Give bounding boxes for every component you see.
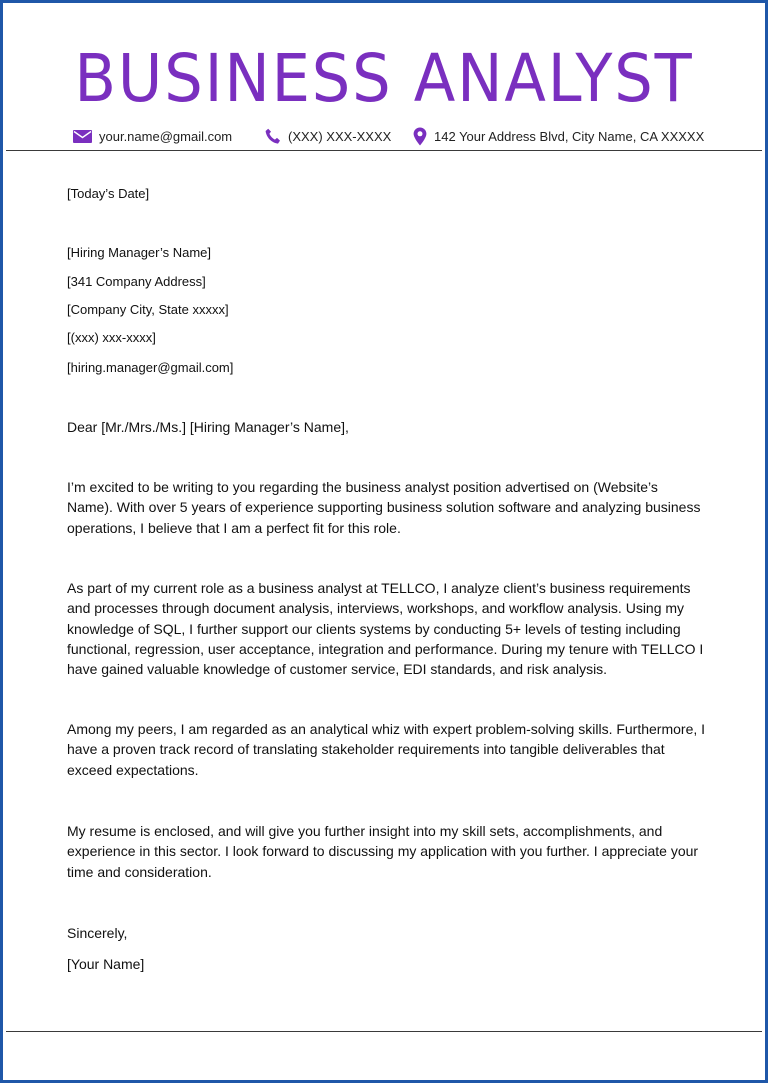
contact-email-text: your.name@gmail.com [99, 128, 233, 144]
recipient-address: [341 Company Address] [67, 274, 206, 289]
letter-date: [Today’s Date] [67, 186, 150, 201]
map-pin-icon [413, 127, 427, 146]
body-paragraph: My resume is enclosed, and will give you further insight into my skill sets, accomplishments, and experience in this sector. I look forward to discussing my application with you further. I appreciate your time and consideration. [67, 823, 699, 880]
contact-address [413, 125, 704, 147]
recipient-phone: [(xxx) xxx-xxxx] [67, 330, 156, 345]
phone-icon [265, 128, 281, 145]
body-paragraph: As part of my current role as a business analyst at TELLCO, I analyze client’s business requirements and processes through document analysis, interviews, workshops, and workflow analysis. Using my knowledge of SQL, I further support our clients systems by conducting 5+ levels of testing including functional, regression, user acceptance, integration and performance. During my tenure with TELLCO I have gained valuable knowledge of customer service, EDI standards, and risk analysis. [67, 580, 704, 678]
footer-divider [6, 1031, 762, 1032]
page-title: BUSINESS ANALYST [74, 40, 694, 117]
contact-phone-text: (XXX) XXX-XXXX [288, 128, 392, 144]
body-paragraph: I’m excited to be writing to you regarding the business analyst position advertised on (Website’s Name). With over 5 years of experience supporting business solution software and analyzing business operations, I believe that I am a perfect fit for this role. [67, 479, 701, 536]
contact-phone [265, 125, 391, 147]
salutation: Dear [Mr./Mrs./Ms.] [Hiring Manager’s Name], [67, 419, 349, 435]
recipient-city-state: [Company City, State xxxxx] [67, 302, 229, 317]
body-paragraph: Among my peers, I am regarded as an analytical whiz with expert problem-solving skills. Furthermore, I have a proven track record of translating stakeholder requirements into tangible deliverables that exceed expectations. [67, 721, 706, 778]
closing: Sincerely, [67, 925, 128, 941]
signature-name: [Your Name] [67, 956, 145, 972]
recipient-name: [Hiring Manager’s Name] [67, 245, 212, 260]
header-divider [6, 150, 762, 151]
envelope-icon [73, 130, 92, 143]
contact-email [73, 125, 232, 147]
recipient-email: [hiring.manager@gmail.com] [67, 360, 234, 375]
contact-address-text: 142 Your Address Blvd, City Name, CA XXXXX [434, 128, 705, 144]
